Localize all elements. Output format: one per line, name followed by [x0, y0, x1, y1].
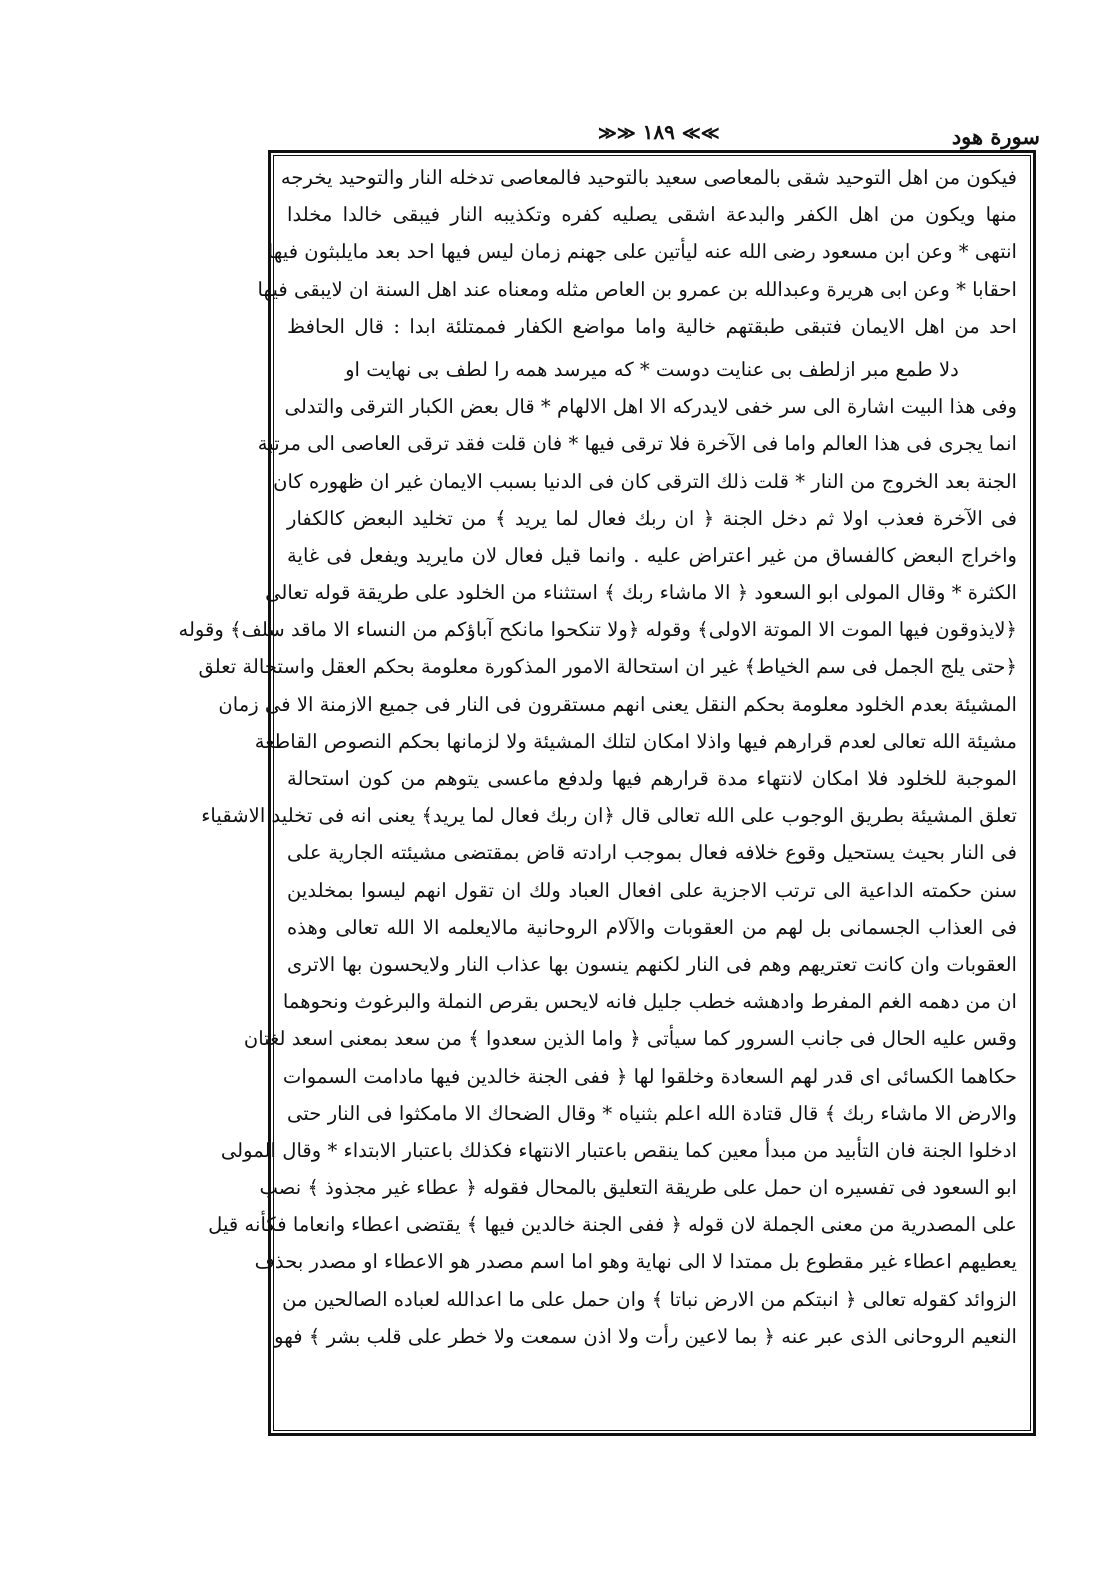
text-line: ادخلوا الجنة فان التأبيد من مبدأ معين كما ينقص باعتبار الانتهاء فكذلك باعتبار الابتداء * وقال المولى	[220, 1138, 1017, 1162]
text-line: تعلق المشيئة بطريق الوجوب على الله تعالى قال ﴿ان ربك فعال لما يريد﴾ يعنى انه فى تخليد الاشقياء	[201, 804, 1017, 828]
text-line: والارض الا ماشاء ربك ﴾ قال قتادة الله اعلم بثنياه * وقال الضحاك الا مامكثوا فى النار حتى	[287, 1101, 1017, 1125]
text-line: فى النار بحيث يستحيل وقوع خلافه فعال بموجب ارادته قاض بمقتضى مشيئته الجارية على	[287, 841, 1017, 865]
ornament-right: ≪≪	[681, 123, 720, 144]
text-line: فيكون من اهل التوحيد شقى بالمعاصى سعيد بالتوحيد فالمعاصى تدخله النار والتوحيد يخرجه	[280, 166, 1017, 189]
text-line: منها ويكون من اهل الكفر والبدعة اشقى يصليه كفره وتكذيبه النار فيبقى خالدا مخلدا	[287, 203, 1017, 227]
persian-verse: دلا طمع مبر ازلطف بى عنايت دوست * كه ميرسد همه را لطف بى نهايت او	[345, 357, 959, 381]
text-line: الزوائد كقوله تعالى ﴿ انبتكم من الارض نباتا ﴾ وان حمل على ما اعدالله لعباده الصالحين من	[282, 1287, 1017, 1311]
text-line: النعيم الروحانى الذى عبر عنه ﴿ بما لاعين رأت ولا اذن سمعت ولا خطر على قلب بشر ﴾ فهو	[274, 1324, 1017, 1348]
ornament-left: ≫≫	[598, 123, 636, 144]
text-line: على المصدرية من معنى الجملة لان قوله ﴿ ففى الجنة خالدين فيها ﴾ يقتضى اعطاء وانعاما فكأنه قيل	[208, 1213, 1017, 1237]
text-line: ان من دهمه الغم المفرط وادهشه خطب جليل فانه لايحس بقرص النملة والبرغوث ونحوهما	[282, 990, 1017, 1014]
text-line: ابو السعود فى تفسيره ان حمل على طريقة التعليق بالمحال فقوله ﴿ عطاء غير مجذوذ ﴾ نصب	[259, 1176, 1017, 1200]
surah-title: سورة هود	[951, 124, 1040, 149]
text-line: انتهى * وعن ابن مسعود رضى الله عنه ليأتين على جهنم زمان ليس فيها احد بعد مايلبثون فيها	[267, 240, 1017, 264]
text-line: احد من اهل الايمان فتبقى طبقتهم خالية واما مواضع الكفار فممتلئة ابدا : قال الحافظ	[287, 314, 1017, 338]
text-line: فى الآخرة فعذب اولا ثم دخل الجنة ﴿ ان ربك فعال لما يريد ﴾ من تخليد البعض كالكفار	[287, 506, 1017, 530]
text-line: ﴿حتى يلج الجمل فى سم الخياط﴾ غير ان استحالة الامور المذكورة معلومة بحكم العقل واستحالة تعلق	[198, 655, 1017, 679]
text-line: ﴿لايذوقون فيها الموت الا الموتة الاولى﴾ وقوله ﴿ولا تنكحوا مانكح آباؤكم من النساء الا ماقد سلف﴾ وقوله	[178, 618, 1017, 642]
page-header	[268, 120, 1040, 152]
text-line: مشيئة الله تعالى لعدم قرارهم فيها واذلا امكان لتلك المشيئة ولا لزمانها بحكم النصوص القاطعة	[254, 729, 1017, 753]
text-line: يعطيهم اعطاء غير مقطوع بل ممتدا لا الى نهاية وهو اما اسم مصدر هو الاعطاء او مصدر بحذف	[254, 1250, 1017, 1274]
text-line: احقابا * وعن ابى هريرة وعبدالله بن عمرو بن العاص مثله ومعناه عند اهل السنة ان لايبقى فيها	[257, 277, 1017, 301]
text-line: المشيئة بعدم الخلود معلومة بحكم النقل يعنى انهم مستقرون فى النار فى جميع الازمنة الا فى زمان	[218, 692, 1017, 716]
text-line: الجنة بعد الخروج من النار * قلت ذلك الترقى كان فى الدنيا بسبب الايمان غير ان ظهوره كان	[273, 469, 1017, 493]
text-line: الكثرة * وقال المولى ابو السعود ﴿ الا ماشاء ربك ﴾ استثناء من الخلود على طريقة قوله تعالى	[265, 581, 1017, 605]
text-block-1	[257, 159, 1017, 345]
text-line: العقوبات وان كانت تعتريهم وهم فى النار لكنهم ينسون بها عذاب النار ولايحسون بها الاترى	[287, 952, 1017, 976]
text-line: سنن حكمته الداعية الى ترتب الاجزية على افعال العباد ولك ان تقول انهم ليسوا بمخلدين	[287, 878, 1017, 902]
text-line: الموجبة للخلود فلا امكان لانتهاء مدة قرارهم فيها ولدفع ماعسى يتوهم من كون استحالة	[287, 767, 1017, 790]
text-line: وفى هذا البيت اشارة الى سر خفى لايدركه الا اهل الالهام * قال بعض الكبار الترقى والتدلى	[284, 395, 1017, 419]
text-line: انما يجرى فى هذا العالم واما فى الآخرة فلا ترقى فيها * فان قلت فقد ترقى العاصى الى مرتبة	[257, 432, 1017, 456]
text-line: واخراج البعض كالفساق من غير اعتراض عليه . وانما قيل فعال لان مايريد ويفعل فى غاية	[287, 543, 1017, 567]
text-block-2	[178, 388, 1017, 1355]
text-line: حكاهما الكسائى اى قدر لهم السعادة وخلقوا لها ﴿ ففى الجنة خالدين فيها مادامت السموات	[282, 1064, 1017, 1088]
text-frame	[178, 150, 1036, 1436]
text-line: فى العذاب الجسمانى بل لهم من العقوبات والآلام الروحانية مالايعلمه الا الله تعالى وهذه	[287, 915, 1017, 939]
page-number: ١٨٩	[642, 120, 675, 144]
page-number-group	[598, 120, 720, 144]
text-line: وقس عليه الحال فى جانب السرور كما سيأتى ﴿ واما الذين سعدوا ﴾ من سعد بمعنى اسعد لغتان	[243, 1027, 1017, 1051]
